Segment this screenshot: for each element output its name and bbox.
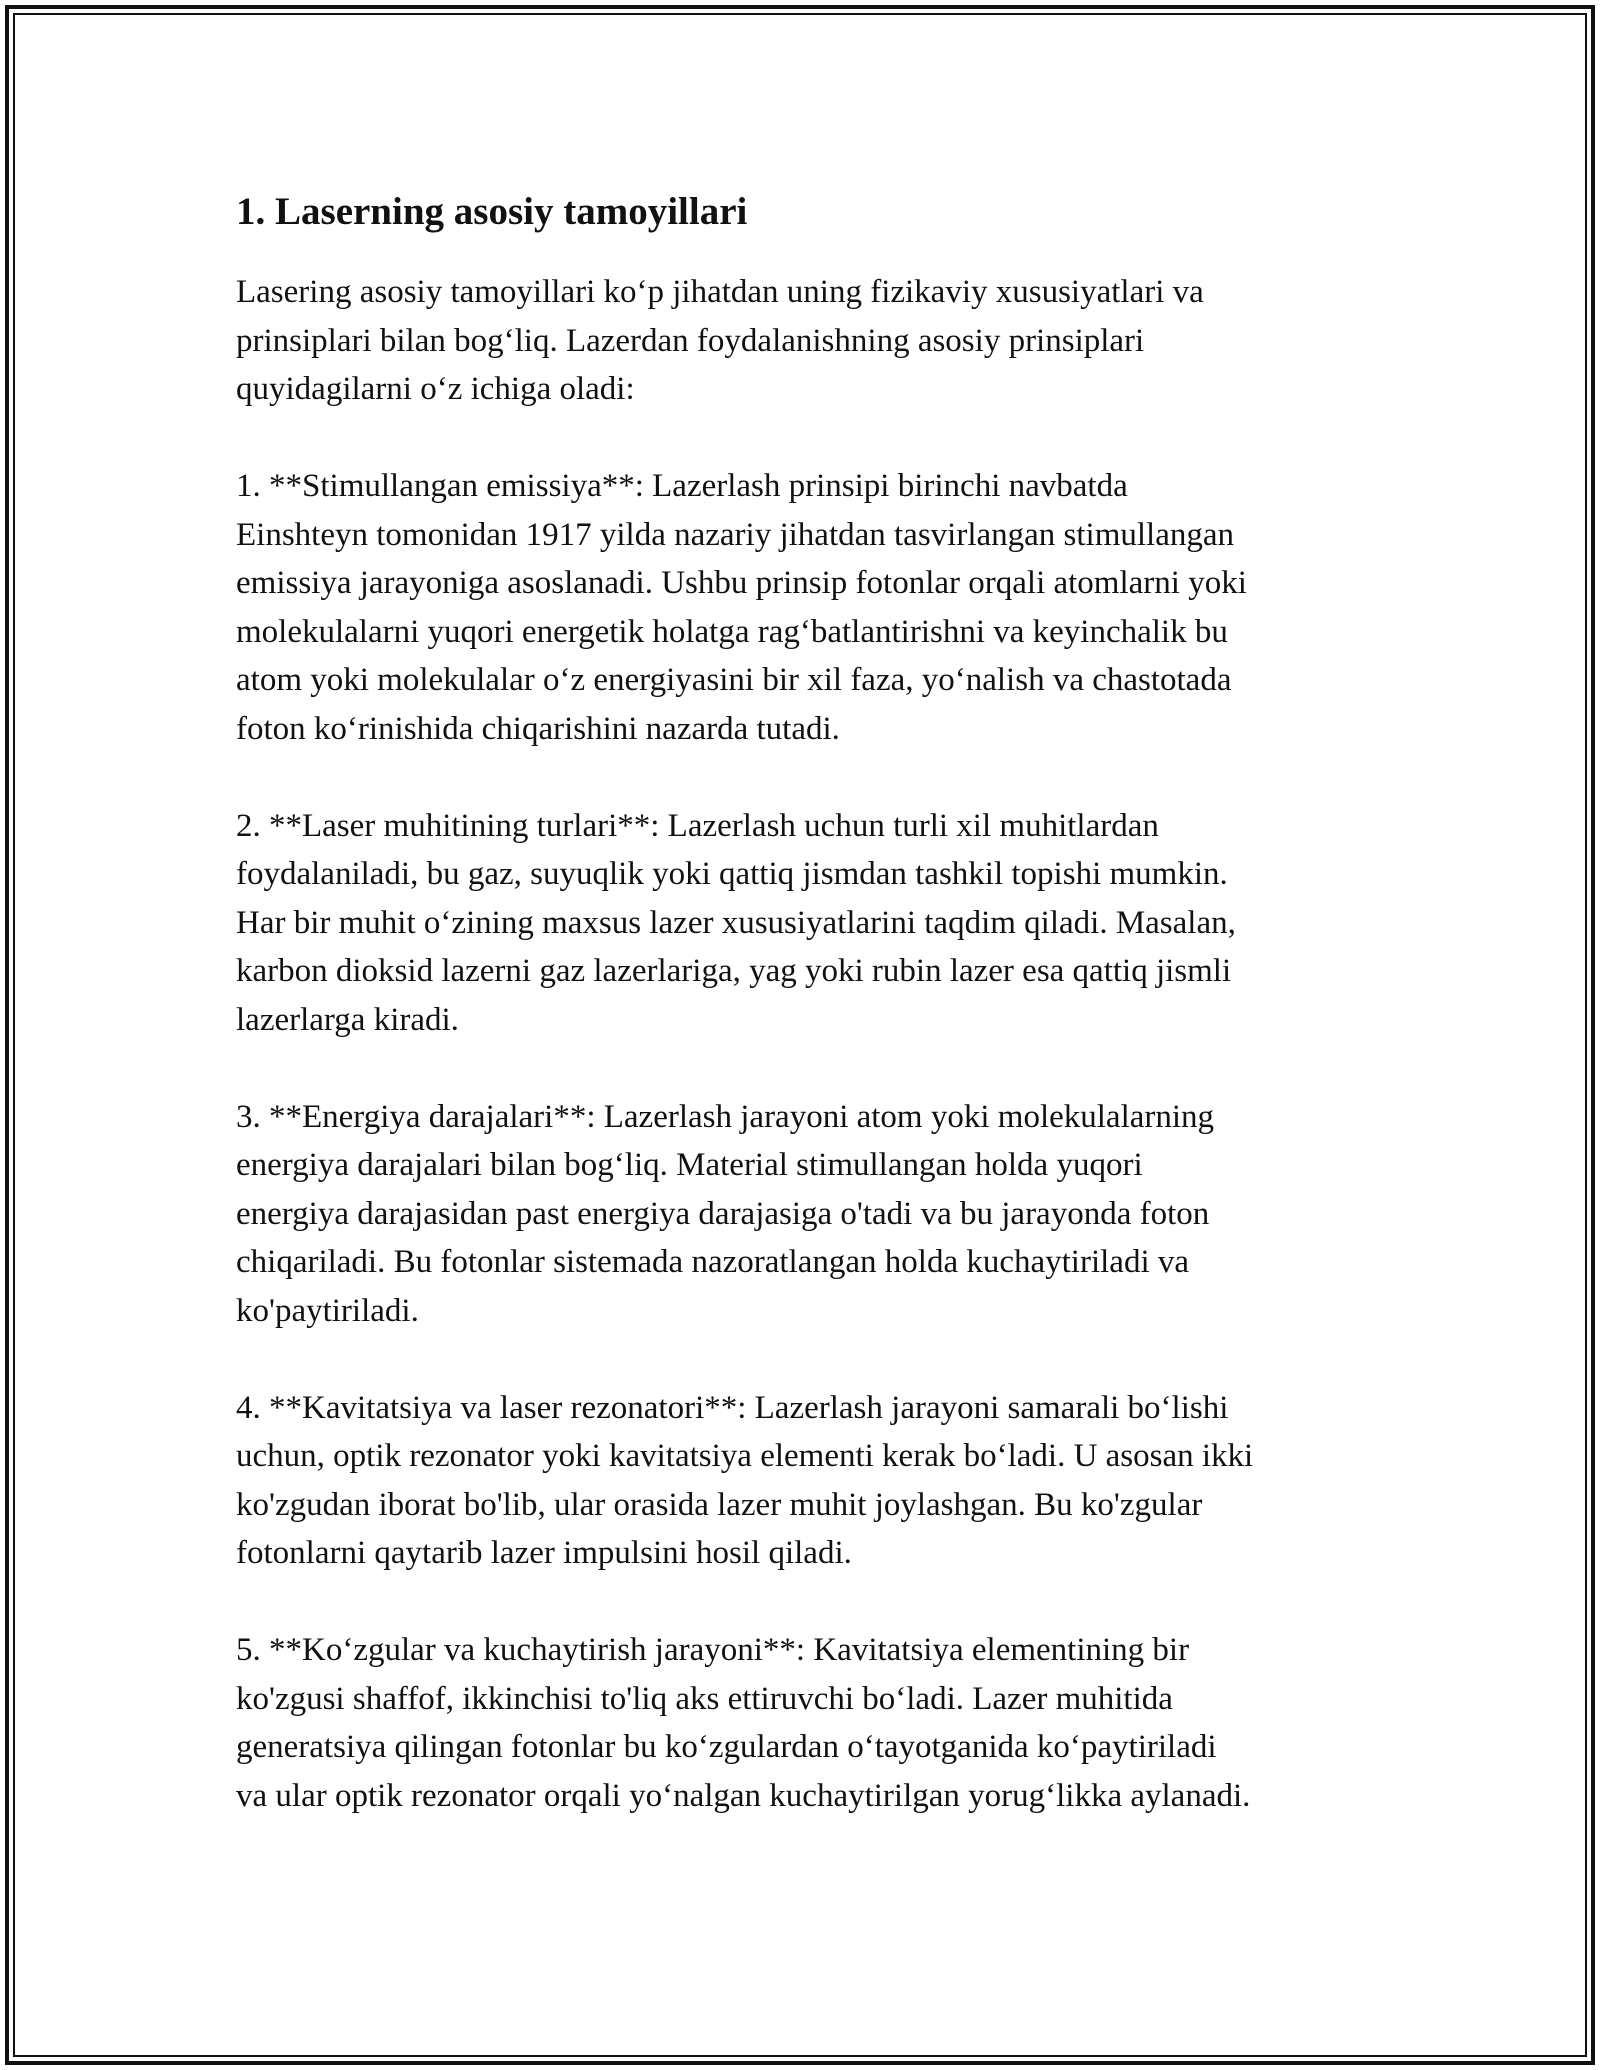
blank-line [236, 1044, 1386, 1093]
list-item-laser-medium-types: 2. **Laser muhitining turlari**: Lazerlash uchun turli xil muhitlardan foydalaniladi, bu gaz, suyuqlik yoki qattiq jismdan tashkil topishi mumkin. Har bir muhit o‘zining maxsus lazer xususiyatlarini taqdim qiladi. Masalan, karbon dioksid lazerni gaz lazerlariga, yag yoki rubin lazer esa qattiq jismli lazerlarga kiradi. [236, 807, 1236, 1038]
list-item-stimulated-emission: 1. **Stimullangan emissiya**: Lazerlash prinsipi birinchi navbatda Einshteyn tomonidan 1917 yilda nazariy jihatdan tasvirlangan stimullangan emissiya jarayoniga asoslanadi. Ushbu prinsip fotonlar orqali atomlarni yoki molekulalarni yuqori energetik holatga rag‘batlantirishni va keyinchalik bu atom yoki molekulalar o‘z energiyasini bir xil faza, yo‘nalish va chastotada foton ko‘rinishida chiqarishini nazarda tutadi. [236, 468, 1247, 747]
intro-paragraph: Lasering asosiy tamoyillari ko‘p jihatdan uning fizikaviy xususiyatlari va prinsiplari bilan bog‘liq. Lazerdan foydalanishning asosiy prinsiplari quyidagilarni o‘z ichiga oladi: [236, 274, 1204, 407]
document-body [236, 186, 1386, 1820]
list-item-energy-levels: 3. **Energiya darajalari**: Lazerlash jarayoni atom yoki molekulalarning energiya darajalari bilan bog‘liq. Material stimullangan holda yuqori energiya darajasidan past energiya darajasiga o'tadi va bu jarayonda foton chiqariladi. Bu fotonlar sistemada nazoratlangan holda kuchaytiriladi va ko'paytiriladi. [236, 1098, 1215, 1329]
blank-line [236, 753, 1386, 802]
blank-line [236, 1578, 1386, 1627]
list-item-mirrors-amplification: 5. **Ko‘zgular va kuchaytirish jarayoni**: Kavitatsiya elementining bir ko'zgusi shaffof, ikkinchisi to'liq aks ettiruvchi bo‘ladi. Lazer muhitida generatsiya qilingan fotonlar bu ko‘zgulardan o‘tayotganida ko‘paytiriladi va ular optik rezonator orqali yo‘nalgan kuchaytirilgan yorug‘likka aylanadi. [236, 1632, 1251, 1814]
list-item-cavity-resonator: 4. **Kavitatsiya va laser rezonatori**: Lazerlash jarayoni samarali bo‘lishi uchun, optik rezonator yoki kavitatsiya elementi kerak bo‘ladi. U asosan ikki ko'zgudan iborat bo'lib, ular orasida lazer muhit joylashgan. Bu ko'zgular fotonlarni qaytarib lazer impulsini hosil qiladi. [236, 1389, 1254, 1571]
blank-line [236, 414, 1386, 463]
blank-line [236, 1335, 1386, 1384]
section-heading: 1. Laserning asosiy tamoyillari [236, 190, 748, 233]
